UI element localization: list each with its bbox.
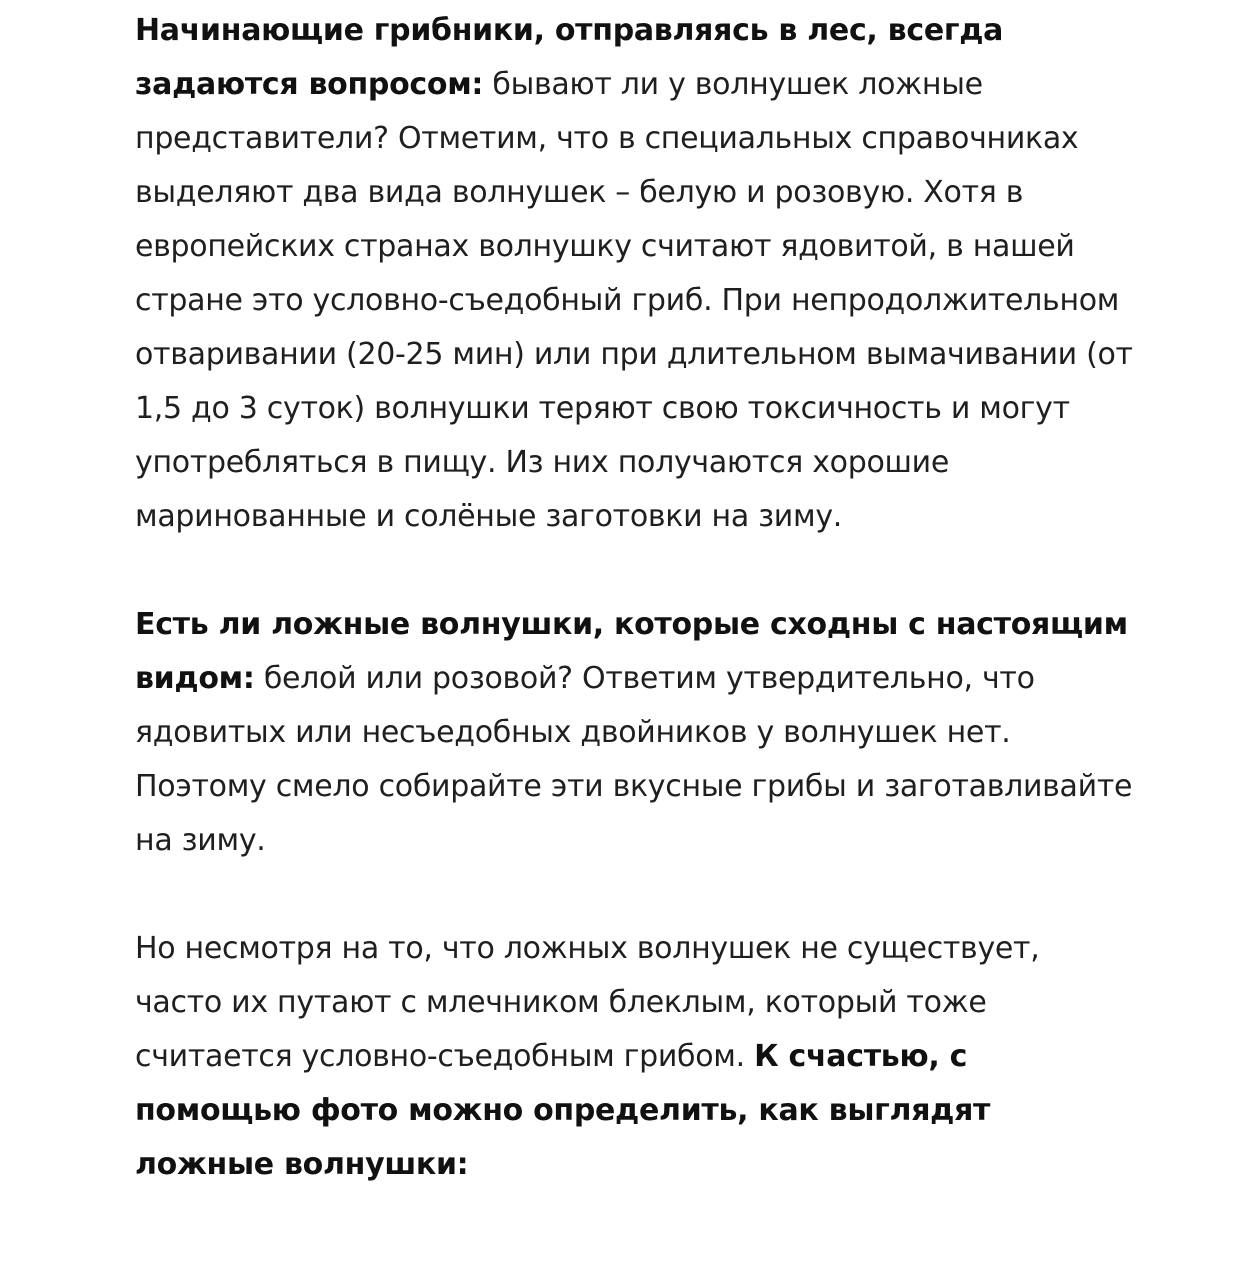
intro-text: бывают ли у волнушек ложные представители? Отметим, что в специальных справочниках выделяют два вида волнушек – белую и розовую. Хотя в европейских странах волнушку считают ядовитой, в нашей стране это условно-съедобный гриб. При непродолжительном отваривании (20-25 мин) или при длительном вымачивании (от 1,5 до 3 суток) волнушки теряют свою токсичность и могут употребляться в пищу. Из них получаются хорошие маринованные и солёные заготовки на зиму. [135, 67, 1133, 534]
confusion-text: Но несмотря на то, что ложных волнушек не существует, часто их путают с млечником блеклым, который тоже считается условно-съедобным грибом. [135, 931, 1040, 1074]
intro-bold-lead: Начинающие грибники, отправляясь в лес, всегда задаются вопросом: [135, 13, 1004, 102]
confusion-bold-tail: К счастью, с помощью фото можно определить, как выглядят ложные волнушки: [135, 1039, 991, 1182]
article-body [135, 4, 1135, 1192]
paragraph-intro [135, 4, 1135, 544]
false-mushrooms-text: белой или розовой? Ответим утвердительно, что ядовитых или несъедобных двойников у волнушек нет. Поэтому смело собирайте эти вкусные грибы и заготавливайте на зиму. [135, 661, 1133, 858]
paragraph-false-mushrooms [135, 598, 1135, 868]
paragraph-confusion [135, 922, 1135, 1192]
false-mushrooms-bold-lead: Есть ли ложные волнушки, которые сходны с настоящим видом: [135, 607, 1128, 696]
